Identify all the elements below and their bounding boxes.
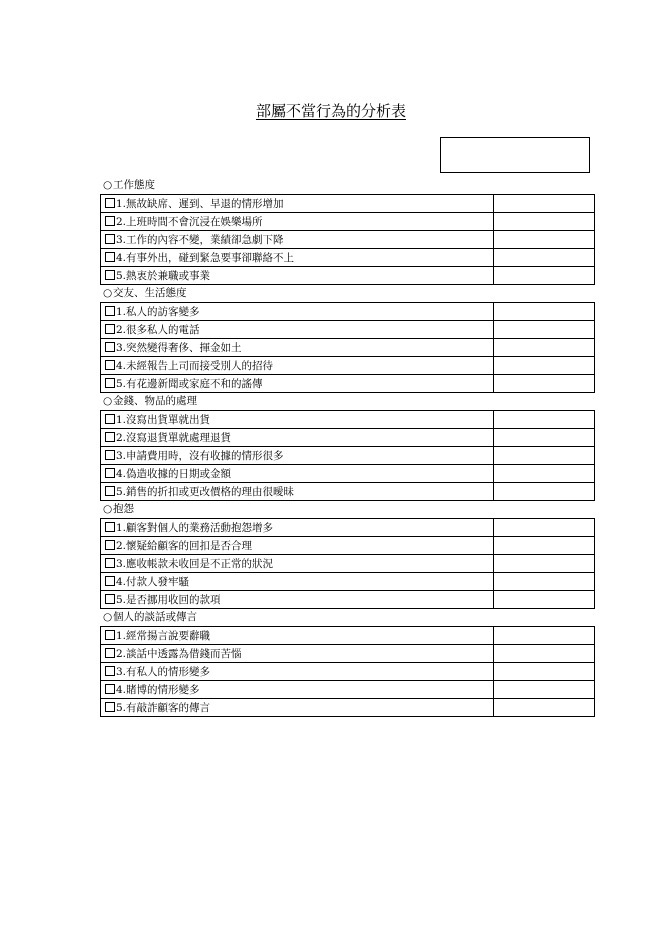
checkbox-icon[interactable] — [105, 630, 115, 640]
circle-bullet-icon: ○ — [103, 503, 113, 515]
checkbox-icon[interactable] — [105, 306, 115, 316]
checkbox-icon[interactable] — [105, 648, 115, 658]
answer-cell[interactable] — [494, 339, 595, 357]
item-label: 5.銷售的折扣或更改價格的理由很曖昧 — [116, 485, 295, 498]
table-row — [101, 447, 595, 465]
answer-cell[interactable] — [494, 195, 595, 213]
table-row — [101, 627, 595, 645]
table-row — [101, 303, 595, 321]
table-row — [101, 195, 595, 213]
checkbox-icon[interactable] — [105, 450, 115, 460]
section-heading — [100, 609, 590, 626]
circle-bullet-icon: ○ — [103, 287, 113, 299]
answer-cell[interactable] — [494, 231, 595, 249]
item-label: 4.賭博的情形變多 — [116, 683, 200, 696]
item-label: 2.談話中透露為借錢而苦惱 — [116, 647, 242, 660]
answer-cell[interactable] — [494, 375, 595, 393]
section-heading-text: 金錢、物品的處理 — [113, 395, 197, 407]
answer-cell[interactable] — [494, 267, 595, 285]
item-label: 2.上班時間不會沉浸在娛樂場所 — [116, 215, 263, 228]
item-label: 5.有敲詐顧客的傳言 — [116, 701, 211, 714]
section-heading-text: 交友、生活態度 — [113, 287, 187, 299]
checkbox-icon[interactable] — [105, 324, 115, 334]
section-heading-text: 工作態度 — [113, 179, 155, 191]
item-label: 2.很多私人的電話 — [116, 323, 200, 336]
checkbox-icon[interactable] — [105, 432, 115, 442]
section-table — [100, 518, 595, 609]
item-label: 2.懷疑給顧客的回扣是否合理 — [116, 539, 253, 552]
table-row — [101, 375, 595, 393]
answer-cell[interactable] — [494, 645, 595, 663]
item-label: 4.有事外出，碰到緊急要事卻聯絡不上 — [116, 251, 295, 264]
answer-cell[interactable] — [494, 321, 595, 339]
checkbox-icon[interactable] — [105, 576, 115, 586]
page-title — [0, 101, 662, 121]
item-label: 4.付款人發牢騷 — [116, 575, 190, 588]
item-cell — [101, 645, 494, 663]
item-cell — [101, 339, 494, 357]
section-heading-text: 個人的談話或傳言 — [113, 611, 197, 623]
circle-bullet-icon: ○ — [103, 179, 113, 191]
table-row — [101, 465, 595, 483]
table-row — [101, 267, 595, 285]
item-label: 1.經常揚言說要辭職 — [116, 629, 211, 642]
item-label: 3.有私人的情形變多 — [116, 665, 211, 678]
item-cell — [101, 411, 494, 429]
item-label: 1.無故缺席、遲到、早退的情形增加 — [116, 197, 284, 210]
table-row — [101, 645, 595, 663]
item-cell — [101, 195, 494, 213]
item-label: 3.突然變得奢侈、揮金如土 — [116, 341, 242, 354]
checkbox-icon[interactable] — [105, 270, 115, 280]
item-cell — [101, 555, 494, 573]
item-cell — [101, 573, 494, 591]
answer-cell[interactable] — [494, 447, 595, 465]
answer-cell[interactable] — [494, 429, 595, 447]
item-cell — [101, 447, 494, 465]
item-label: 5.是否挪用收回的款項 — [116, 593, 221, 606]
blank-entry-box[interactable] — [440, 137, 590, 173]
answer-cell[interactable] — [494, 213, 595, 231]
item-cell — [101, 663, 494, 681]
item-cell — [101, 627, 494, 645]
item-cell — [101, 321, 494, 339]
checkbox-icon[interactable] — [105, 234, 115, 244]
checkbox-icon[interactable] — [105, 558, 115, 568]
table-row — [101, 591, 595, 609]
checkbox-icon[interactable] — [105, 216, 115, 226]
answer-cell[interactable] — [494, 537, 595, 555]
answer-cell[interactable] — [494, 555, 595, 573]
table-row — [101, 411, 595, 429]
item-cell — [101, 375, 494, 393]
answer-cell[interactable] — [494, 465, 595, 483]
answer-cell[interactable] — [494, 357, 595, 375]
answer-cell[interactable] — [494, 699, 595, 717]
checkbox-icon[interactable] — [105, 252, 115, 262]
section-heading — [100, 393, 590, 410]
answer-cell[interactable] — [494, 483, 595, 501]
section-heading — [100, 177, 590, 194]
answer-cell[interactable] — [494, 303, 595, 321]
checkbox-icon[interactable] — [105, 342, 115, 352]
table-row — [101, 663, 595, 681]
item-cell — [101, 429, 494, 447]
item-label: 3.應收帳款未收回是不正常的狀況 — [116, 557, 274, 570]
table-row — [101, 573, 595, 591]
item-label: 4.偽造收據的日期或金額 — [116, 467, 232, 480]
page-title-text: 部屬不當行為的分析表 — [255, 102, 406, 120]
item-cell — [101, 591, 494, 609]
table-row — [101, 321, 595, 339]
answer-cell[interactable] — [494, 519, 595, 537]
item-cell — [101, 357, 494, 375]
item-label: 3.工作的內容不變，業績卻急劇下降 — [116, 233, 284, 246]
table-row — [101, 231, 595, 249]
table-row — [101, 339, 595, 357]
item-label: 4.未經報告上司而接受別人的招待 — [116, 359, 274, 372]
item-cell — [101, 537, 494, 555]
table-row — [101, 681, 595, 699]
checkbox-icon[interactable] — [105, 360, 115, 370]
section-table — [100, 302, 595, 393]
section-heading — [100, 285, 590, 302]
checkbox-icon[interactable] — [105, 522, 115, 532]
checkbox-icon[interactable] — [105, 702, 115, 712]
circle-bullet-icon: ○ — [103, 395, 113, 407]
item-label: 5.熱衷於兼職或事業 — [116, 269, 211, 282]
item-cell — [101, 231, 494, 249]
checkbox-icon[interactable] — [105, 198, 115, 208]
checkbox-icon[interactable] — [105, 378, 115, 388]
table-row — [101, 519, 595, 537]
answer-cell[interactable] — [494, 591, 595, 609]
item-label: 2.沒寫退貨單就處理退貨 — [116, 431, 232, 444]
item-cell — [101, 303, 494, 321]
checkbox-icon[interactable] — [105, 594, 115, 604]
item-cell — [101, 681, 494, 699]
section-heading — [100, 501, 590, 518]
answer-cell[interactable] — [494, 681, 595, 699]
item-cell — [101, 483, 494, 501]
item-label: 1.沒寫出貨單就出貨 — [116, 413, 211, 426]
item-label: 5.有花邊新聞或家庭不和的謠傳 — [116, 377, 263, 390]
item-cell — [101, 213, 494, 231]
item-cell — [101, 267, 494, 285]
table-row — [101, 483, 595, 501]
table-row — [101, 357, 595, 375]
table-row — [101, 249, 595, 267]
circle-bullet-icon: ○ — [103, 611, 113, 623]
table-row — [101, 429, 595, 447]
table-row — [101, 213, 595, 231]
checklist-form — [100, 177, 590, 717]
table-row — [101, 699, 595, 717]
answer-cell[interactable] — [494, 249, 595, 267]
checkbox-icon[interactable] — [105, 414, 115, 424]
answer-cell[interactable] — [494, 627, 595, 645]
checkbox-icon[interactable] — [105, 468, 115, 478]
answer-cell[interactable] — [494, 411, 595, 429]
section-table — [100, 410, 595, 501]
item-cell — [101, 249, 494, 267]
item-label: 1.私人的訪客變多 — [116, 305, 200, 318]
item-cell — [101, 699, 494, 717]
checkbox-icon[interactable] — [105, 666, 115, 676]
item-label: 3.申請費用時，沒有收據的情形很多 — [116, 449, 284, 462]
checkbox-icon[interactable] — [105, 486, 115, 496]
answer-cell[interactable] — [494, 663, 595, 681]
answer-cell[interactable] — [494, 573, 595, 591]
item-cell — [101, 519, 494, 537]
item-label: 1.顧客對個人的業務活動抱怨增多 — [116, 521, 274, 534]
item-cell — [101, 465, 494, 483]
section-heading-text: 抱怨 — [113, 503, 134, 515]
table-row — [101, 555, 595, 573]
table-row — [101, 537, 595, 555]
section-table — [100, 626, 595, 717]
checkbox-icon[interactable] — [105, 540, 115, 550]
checkbox-icon[interactable] — [105, 684, 115, 694]
section-table — [100, 194, 595, 285]
